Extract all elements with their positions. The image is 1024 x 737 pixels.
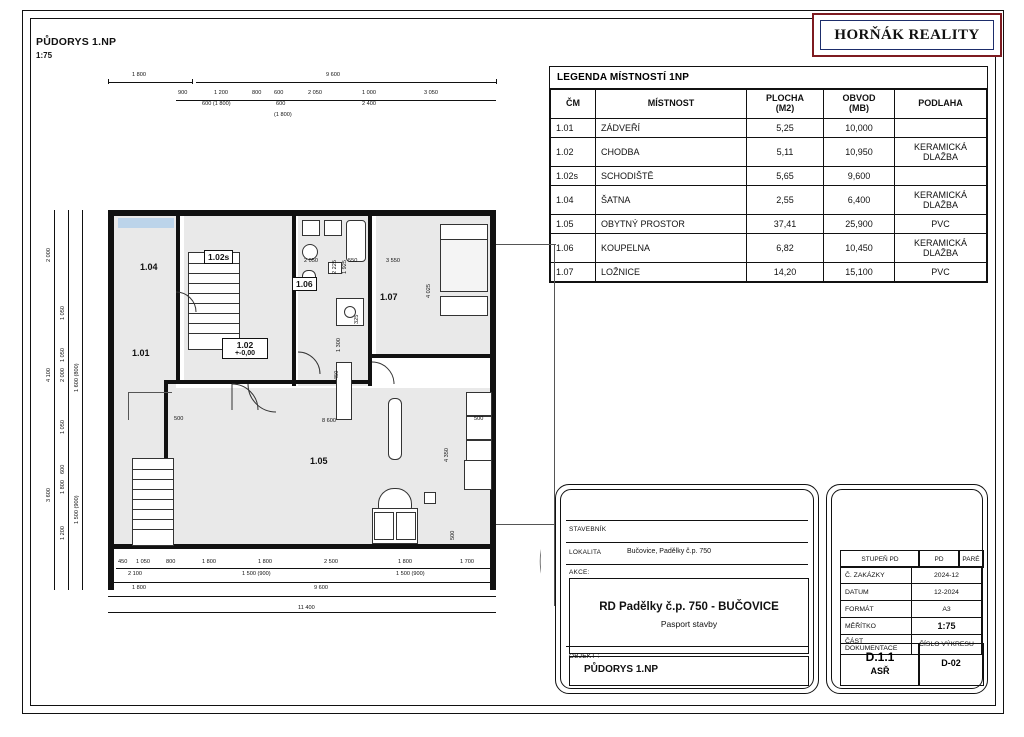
dim-text: 2 050	[304, 258, 318, 264]
dim-line	[108, 582, 496, 583]
dim-line	[54, 210, 55, 590]
dim-text: 3 050	[424, 90, 438, 96]
dim-text: 2 100	[128, 571, 142, 577]
col-obvod-line2: (MB)	[849, 102, 869, 113]
dim-text: 800	[166, 559, 176, 565]
table-row	[841, 618, 982, 635]
dim-text: 1 925	[342, 260, 348, 274]
room-label-101: 1.01	[132, 348, 150, 358]
legend-title: LEGENDA MÍSTNOSTÍ 1NP	[550, 67, 987, 89]
dim-text: 900	[178, 90, 188, 96]
label-stavebnik: STAVEBNÍK	[569, 526, 607, 533]
cell-name: ŠATNA	[596, 185, 747, 214]
title-block-right	[826, 484, 988, 694]
dim-text: 500	[450, 530, 456, 540]
cell-podlaha: KERAMICKÁ DLAŽBA	[895, 137, 987, 166]
title-block-right-inner	[831, 489, 983, 689]
cell-podlaha: KERAMICKÁ DLAŽBA	[895, 233, 987, 262]
dim-text: 4 350	[444, 448, 450, 462]
table-row	[551, 137, 987, 166]
dim-text: 2 400	[362, 101, 376, 107]
cell-name: LOŽNICE	[596, 262, 747, 281]
dim-text: 1 050	[136, 559, 150, 565]
staircase-internal	[188, 252, 240, 350]
dim-text: 325	[354, 314, 360, 324]
dim-text: 9 600	[326, 72, 340, 78]
dim-text: 600 (1 800)	[202, 101, 231, 107]
dim-text: 1 050	[60, 348, 66, 362]
label-cislo-vykresu: ČÍSLO VÝKRESU	[912, 635, 982, 655]
col-mistnost: MÍSTNOST	[596, 90, 747, 119]
dim-line	[108, 82, 192, 83]
label-objekt: OBJEKT :	[569, 653, 600, 660]
window-north-104	[118, 218, 174, 228]
room-label-102s: 1.02s	[204, 250, 233, 264]
room-label-102	[222, 338, 268, 359]
cell-name: KOUPELNA	[596, 233, 747, 262]
bathtub	[346, 220, 366, 262]
table-row	[551, 233, 987, 262]
dim-text: 2 000	[46, 248, 52, 262]
value-lokalita: Bučovice, Padělky č.p. 750	[627, 548, 712, 555]
divider	[566, 542, 808, 543]
wall-south-2	[164, 544, 496, 549]
cell-plocha: 2,55	[747, 185, 824, 214]
floor-plan	[36, 62, 541, 622]
table-header-row	[551, 90, 987, 119]
dim-text: 1 800	[202, 559, 216, 565]
cell-obvod: 10,450	[824, 233, 895, 262]
project-title: RD Padělky č.p. 750 - BUČOVICE	[599, 601, 779, 613]
dim-text: 600	[276, 101, 286, 107]
cell-podlaha: KERAMICKÁ DLAŽBA	[895, 185, 987, 214]
dim-text: 1 500 (900)	[74, 495, 80, 524]
cell-name: CHODBA	[596, 137, 747, 166]
entry-line	[128, 392, 172, 393]
col-obvod-line1: OBVOD	[842, 93, 876, 103]
page-scale: 1:75	[36, 51, 53, 60]
cell-name: SCHODIŠTĚ	[596, 166, 747, 185]
chair	[396, 512, 416, 540]
project-subtitle: Pasport stavby	[660, 619, 718, 629]
cell-obvod: 9,600	[824, 166, 895, 185]
value-stupen-pd: PD	[918, 550, 960, 568]
table-row	[841, 567, 982, 584]
cell-plocha: 14,20	[747, 262, 824, 281]
col-obvod	[824, 90, 895, 119]
cell-cm: 1.06	[551, 233, 596, 262]
dim-text: 1 200	[60, 526, 66, 540]
counter	[388, 398, 402, 460]
dim-text: 4 100	[46, 368, 52, 382]
dim-text: 2 000	[60, 368, 66, 382]
dim-text: 600	[274, 90, 284, 96]
cell-podlaha	[895, 118, 987, 137]
dim-text: 1 300	[336, 338, 342, 352]
room-label-104: 1.04	[140, 262, 158, 272]
col-podlaha: PODLAHA	[895, 90, 987, 119]
label-cast-dokumentace: ČÁST DOKUMENTACE	[841, 635, 912, 655]
dim-text: 2 225	[332, 260, 338, 274]
cell-cm: 1.02s	[551, 166, 596, 185]
dim-line	[108, 612, 496, 613]
dim-text: 9 600	[314, 585, 328, 591]
dim-text: 11 400	[298, 605, 315, 611]
drawing-number: D-02	[941, 658, 961, 668]
dim-text: 2 050	[308, 90, 322, 96]
dim-text: 1 600 (800)	[74, 363, 80, 392]
dim-line	[68, 210, 69, 590]
cell-plocha: 37,41	[747, 214, 824, 233]
cooktop	[464, 460, 492, 490]
section-line	[496, 524, 554, 525]
dim-tick	[496, 79, 497, 84]
dim-text: 1 800	[60, 480, 66, 494]
chair	[374, 512, 394, 540]
dim-text: 800	[252, 90, 262, 96]
cell-podlaha	[895, 166, 987, 185]
drawing-name: PŮDORYS 1.NP	[584, 664, 659, 675]
dim-text: 500	[174, 416, 184, 422]
fixture-box	[302, 220, 320, 236]
label-akce: AKCE:	[569, 569, 590, 576]
cell-obvod: 25,900	[824, 214, 895, 233]
col-plocha-line1: PLOCHA	[766, 93, 804, 103]
value-format: A3	[912, 601, 982, 618]
dim-text: 1 800	[132, 72, 146, 78]
dim-text: 1 050	[60, 420, 66, 434]
wall-internal-v3	[368, 216, 372, 386]
room-level-102: +-0,00	[234, 350, 256, 357]
dim-line	[196, 82, 496, 83]
dim-tick	[192, 79, 193, 84]
dim-text: 450	[118, 559, 128, 565]
staircase-exterior	[132, 458, 174, 546]
table-row	[841, 601, 982, 618]
dim-line	[82, 210, 83, 590]
cell-plocha: 5,25	[747, 118, 824, 137]
dim-text: 1 800	[258, 559, 272, 565]
dim-text: 600	[60, 464, 66, 474]
dim-text: 3 600	[46, 488, 52, 502]
dim-line	[116, 568, 496, 569]
wardrobe	[440, 296, 488, 316]
metadata-table	[840, 566, 982, 655]
label-format: FORMÁT	[841, 601, 912, 618]
label-zakazky: Č. ZAKÁZKY	[841, 567, 912, 584]
cell-cm: 1.04	[551, 185, 596, 214]
logo-text: HORŇÁK REALITY	[834, 26, 980, 43]
logo-border	[820, 20, 994, 50]
bed-pillow	[440, 224, 488, 240]
cell-plocha: 5,11	[747, 137, 824, 166]
col-cm: ČM	[551, 90, 596, 119]
cell-podlaha: PVC	[895, 214, 987, 233]
cell-cm: 1.05	[551, 214, 596, 233]
dim-text: 1 500 (900)	[396, 571, 425, 577]
kitchen-unit	[466, 392, 492, 416]
table-row	[841, 584, 982, 601]
documentation-part-code: D.1.1	[865, 650, 895, 664]
fixture-box	[324, 220, 342, 236]
title-block-left	[555, 484, 819, 694]
col-plocha-line2: (M2)	[775, 102, 795, 113]
value-datum: 12-2024	[912, 584, 982, 601]
room-label-105: 1.05	[310, 456, 328, 466]
cell-cm: 1.07	[551, 262, 596, 281]
cell-plocha: 5,65	[747, 166, 824, 185]
legend-table	[549, 66, 988, 283]
cell-name: ZÁDVEŘÍ	[596, 118, 747, 137]
room-label-106: 1.06	[292, 277, 317, 291]
cell-obvod: 6,400	[824, 185, 895, 214]
dim-text: 1 050	[60, 306, 66, 320]
akce-box	[569, 578, 809, 654]
wall-internal-v1	[176, 216, 180, 380]
cell-podlaha: PVC	[895, 262, 987, 281]
label-pare: PARÉ	[958, 550, 984, 568]
divider	[566, 564, 808, 565]
documentation-part-box	[840, 643, 920, 686]
table-row	[551, 185, 987, 214]
label-lokalita: LOKALITA	[569, 549, 602, 556]
section-line	[496, 244, 556, 245]
dim-line	[108, 596, 496, 597]
divider	[566, 520, 808, 521]
wall-internal-v2	[292, 216, 296, 386]
label-datum: DATUM	[841, 584, 912, 601]
cell-cm: 1.01	[551, 118, 596, 137]
dim-text: 450	[334, 370, 340, 380]
dim-text: 500	[474, 416, 484, 422]
col-plocha	[747, 90, 824, 119]
dim-text: (1 800)	[274, 112, 292, 118]
dim-tick	[108, 79, 109, 84]
label-meritko: MĚŘÍTKO	[841, 618, 912, 635]
dim-text: 1 500 (900)	[242, 571, 271, 577]
table-row	[551, 166, 987, 185]
dim-text: 1 800	[398, 559, 412, 565]
fixture-box	[424, 492, 436, 504]
table-row	[551, 214, 987, 233]
documentation-part-sub: ASŘ	[870, 666, 890, 676]
drawing-name-box	[569, 656, 809, 686]
value-zakazky: 2024-12	[912, 567, 982, 584]
dim-text: 2 500	[324, 559, 338, 565]
room-label-107: 1.07	[380, 292, 398, 302]
company-logo	[812, 13, 1002, 57]
dim-text: 1 800	[132, 585, 146, 591]
room-fill-105	[168, 388, 490, 544]
dim-text: 1 200	[214, 90, 228, 96]
table-row	[551, 118, 987, 137]
drawing-number-box	[918, 643, 984, 686]
dim-text: 1 700	[460, 559, 474, 565]
table-row	[551, 262, 987, 281]
room-label-102-number: 1.02	[236, 340, 254, 350]
entry-line	[128, 392, 129, 420]
dim-text: 1 000	[362, 90, 376, 96]
cell-obvod: 10,000	[824, 118, 895, 137]
cell-plocha: 6,82	[747, 233, 824, 262]
label-stupen-pd: STUPEŇ PD	[840, 550, 920, 568]
dim-text: 8 600	[322, 418, 336, 424]
cell-obvod: 10,950	[824, 137, 895, 166]
value-meritko: 1:75	[912, 618, 982, 635]
dim-text: 550	[348, 258, 358, 264]
legend-rooms-table	[550, 89, 987, 282]
dim-text: 4 025	[426, 284, 432, 298]
cell-cm: 1.02	[551, 137, 596, 166]
title-block-left-inner	[560, 489, 814, 689]
dim-text: 3 550	[386, 258, 400, 264]
page-title: PŮDORYS 1.NP	[36, 36, 117, 48]
wall-internal-h2	[372, 354, 490, 358]
cell-obvod: 15,100	[824, 262, 895, 281]
cell-name: OBYTNÝ PROSTOR	[596, 214, 747, 233]
